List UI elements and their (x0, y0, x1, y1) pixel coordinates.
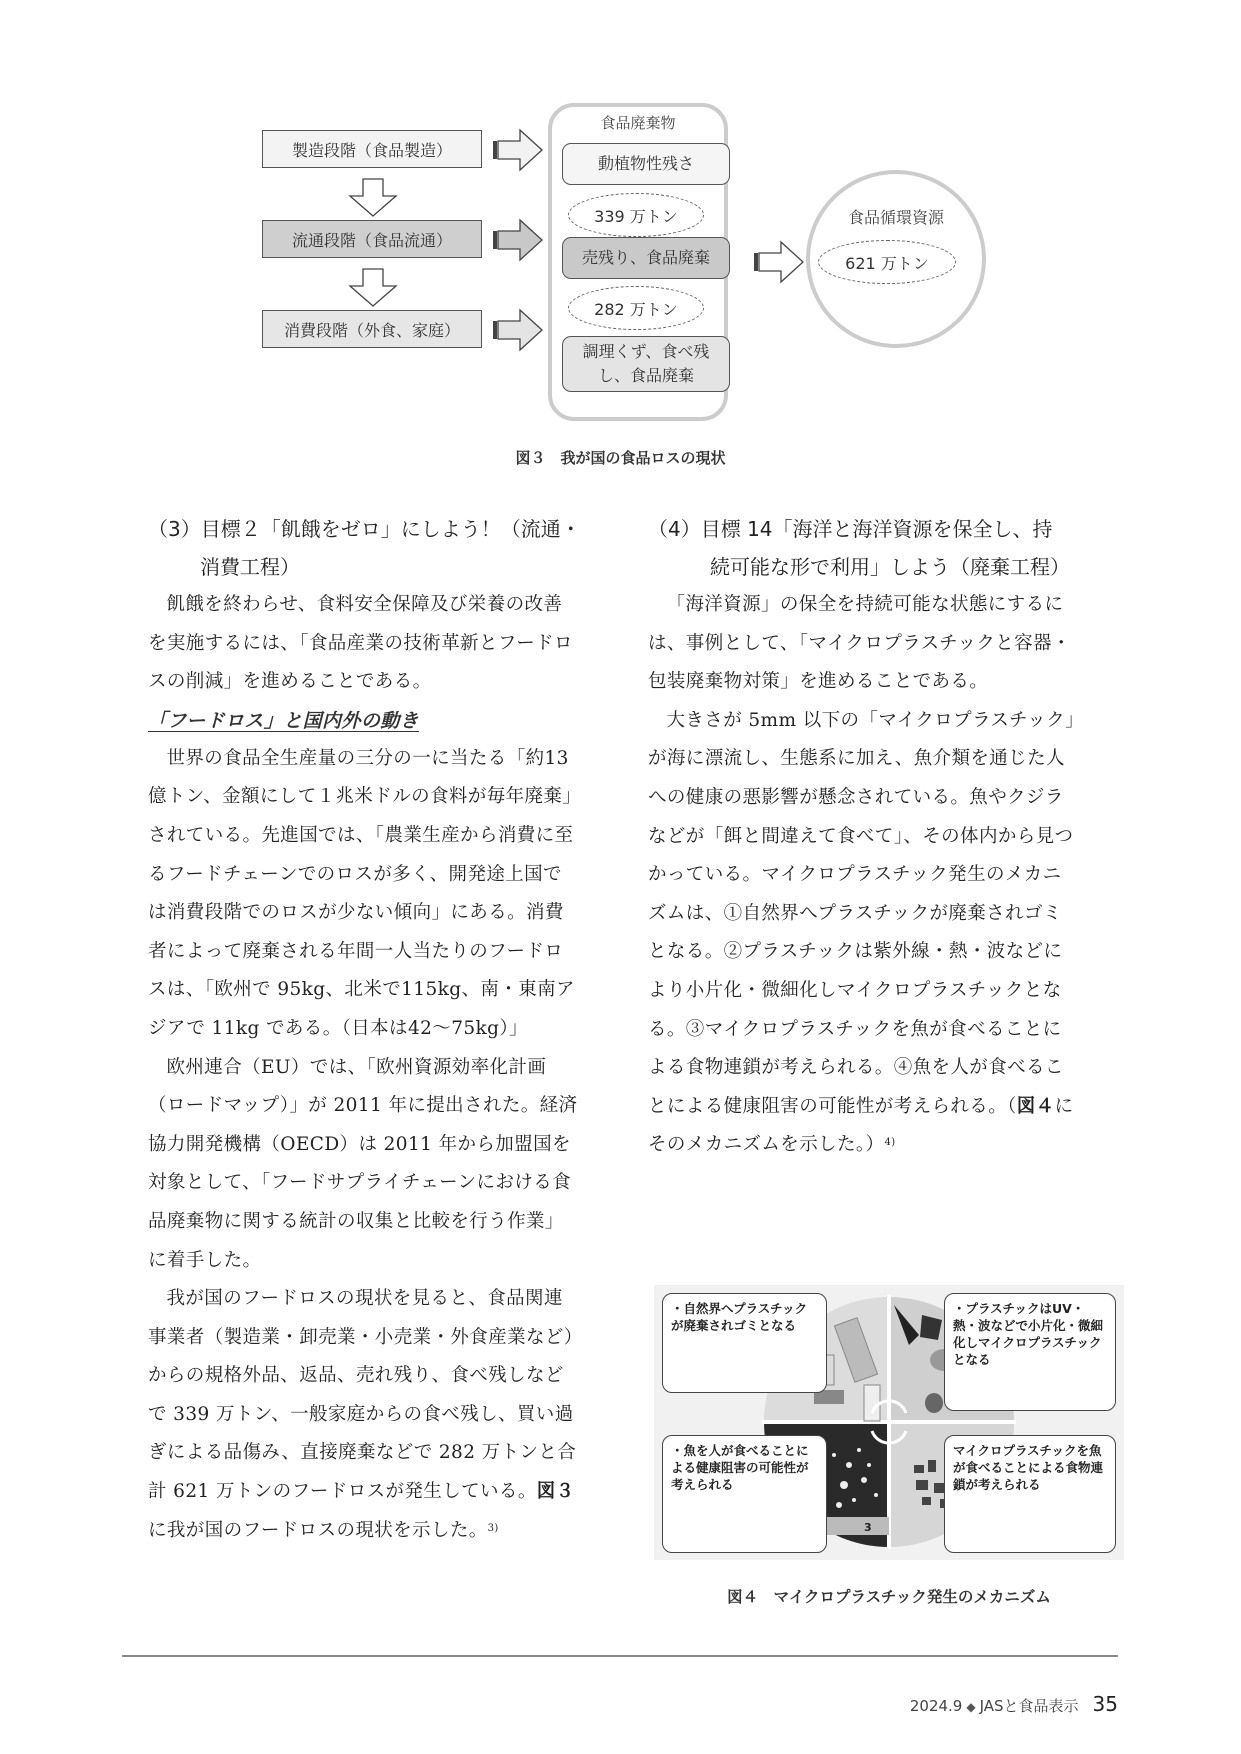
heading-line: 消費工程） (200, 555, 300, 579)
box-food-chain: マイクロプラスチックを魚が食べることによる食物連鎖が考えられる (944, 1435, 1116, 1553)
amount-621 (818, 240, 956, 284)
down-arrow-icon (348, 268, 398, 308)
down-arrow-icon (348, 178, 398, 218)
ruler-label: 3 (864, 1521, 872, 1534)
right-column (648, 510, 1088, 1165)
page-number: 35 (1092, 1692, 1118, 1716)
stage-manufacturing (262, 130, 482, 168)
stage-consumption (262, 310, 482, 348)
box-health-risk: ・魚を人が食べることによる健康阻害の可能性が考えられる (662, 1435, 827, 1553)
waste-item-label: 動植物性残さ (597, 154, 694, 173)
figure-3-caption: 図３ 我が国の食品ロスの現状 (515, 449, 726, 467)
text-run: 我が国のフードロスの現状を見ると、食品関連事業者（製造業・卸売業・小売業・外食産業など）からの規格外品、返品、売れ残り、食べ残しなどで 339 万トン、一般家庭からの食べ残し、買い過ぎによる品傷み、直接廃棄などで 282 万トンと合計 621 万トンのフードロスが発生している。 (148, 1288, 577, 1503)
stage-label: 消費段階（外食、家庭） (283, 320, 460, 340)
journal-name: JASと食品表示 (979, 1697, 1079, 1715)
footer-divider (122, 1655, 1118, 1657)
amount-label: 282 万トン (594, 299, 678, 319)
subheading: 「フードロス」と国内外の動き (148, 709, 420, 732)
text-run: にそのメカニズムを示した。） (648, 1095, 1074, 1156)
section-3-heading (148, 510, 588, 586)
food-resource-title: 食品循環資源 (847, 208, 944, 227)
figure-4-reference[interactable]: 図４ (1016, 1095, 1055, 1117)
paragraph: 飢餓を終わらせ、食料安全保障及び栄養の改善を実施するには、「食品産業の技術革新とフードロスの削減」を進めることである。 (148, 594, 573, 693)
amount-282 (568, 286, 704, 330)
paragraph (648, 702, 1080, 1165)
paragraph: 世界の食品全生産量の三分の一に当たる「約13億トン、金額にして１兆米ドルの食料が毎年廃棄」されている。先進国では、「農業生産から消費に至るフードチェーンでのロスが多く、開発途上国では消費段階でのロスが少ない傾向」にある。消費者によって廃棄される年間一人当たりのフードロスは、「欧州で 95kg、北米で115kg、南・東南アジアで 11kg である。（日本は42～75kg）」 (148, 747, 575, 1039)
citation-4[interactable]: 4) (884, 1137, 896, 1149)
issue-date: 2024.9 (909, 1697, 963, 1715)
diamond-icon: ◆ (966, 1700, 976, 1714)
paragraph: 「海洋資源」の保全を持続可能な状態にするには、事例として、「マイクロプラスチックと容器・包装廃棄物対策」を進めることである。 (648, 594, 1071, 693)
stage-label: 製造段階（食品製造） (291, 140, 452, 160)
box-fragmentation: ・プラスチックはUV・熱・波などで小片化・微細化しマイクロプラスチックとなる (944, 1293, 1116, 1411)
stage-label: 流通段階（食品流通） (291, 230, 452, 250)
amount-339 (568, 193, 704, 237)
waste-item-label: 売残り、食品廃棄 (581, 248, 710, 267)
section-4-heading (648, 510, 1088, 586)
text-run: に我が国のフードロスの現状を示した。 (148, 1519, 488, 1541)
right-arrow-icon (492, 308, 544, 352)
right-arrow-icon (753, 240, 805, 284)
text-run: 大きさが 5mm 以下の「マイクロプラスチック」が海に漂流し、生態系に加え、魚介類を通じた人への健康の悪影響が懸念されている。魚やクジラなどが「餌と間違えて食べて」、その体内から見つかっている。マイクロプラスチック発生のメカニズムは、①自然界へプラスチックが廃棄されゴミとなる。②プラスチックは紫外線・熱・波などにより小片化・微細化しマイクロプラスチックとなる。③マイクロプラスチックを魚が食べることによる食物連鎖が考えられる。④魚を人が食べることによる健康阻害の可能性が考えられる。（ (648, 709, 1075, 1117)
waste-item-residue (562, 143, 730, 185)
page-footer (910, 1692, 1118, 1716)
citation-3[interactable]: 3) (487, 1522, 499, 1534)
left-column (148, 510, 588, 1550)
heading-line: （3）目標２「飢餓をゼロ」にしよう！（流通・ (148, 517, 581, 541)
amount-label: 621 万トン (845, 253, 929, 273)
waste-item-cooking (562, 336, 730, 392)
stage-distribution (262, 220, 482, 258)
waste-item-unsold (562, 237, 730, 279)
right-arrow-icon (492, 128, 544, 172)
heading-line: 続可能な形で利用」しよう（廃棄工程） (710, 555, 1070, 579)
heading-line: （4）目標 14「海洋と海洋資源を保全し、持 (648, 517, 1053, 541)
right-arrow-icon (492, 218, 544, 262)
paragraph: 欧州連合（EU）では、「欧州資源効率化計画（ロードマップ）」が 2011 年に提出された。経済協力開発機構（OECD）は 2011 年から加盟国を対象として、「フードサプライチェーンにおける食品廃棄物に関する統計の収集と比較を行う作業」に着手した。 (148, 1056, 578, 1271)
box-plastic-waste: ・自然界へプラスチックが廃棄されゴミとなる (662, 1293, 827, 1393)
amount-label: 339 万トン (594, 206, 678, 226)
figure-4-caption: 図４ マイクロプラスチック発生のメカニズム (727, 1588, 1051, 1606)
figure-4 (654, 1285, 1124, 1560)
food-waste-title: 食品廃棄物 (600, 114, 676, 132)
waste-item-label: 調理くず、食べ残し、食品廃棄 (582, 342, 710, 385)
figure-3-reference[interactable]: 図３ (536, 1481, 575, 1503)
paragraph (148, 1280, 580, 1550)
